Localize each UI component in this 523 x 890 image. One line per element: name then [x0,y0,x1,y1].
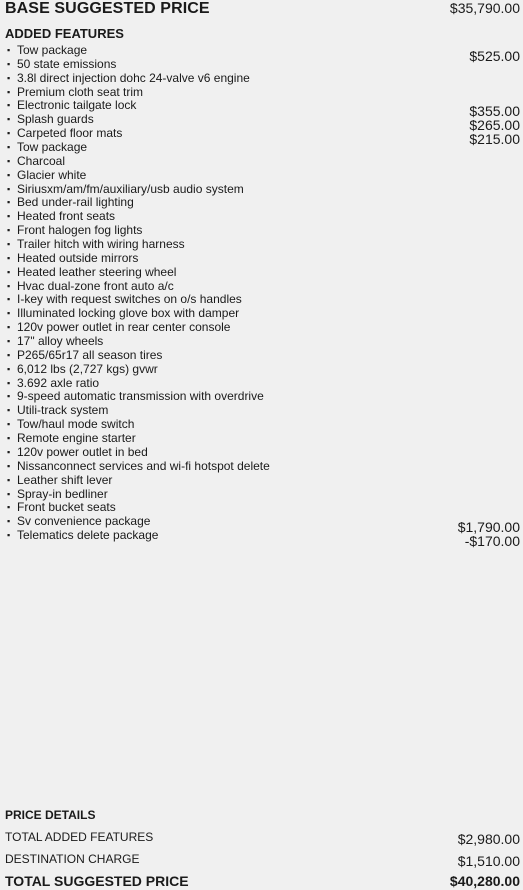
feature-label: 6,012 lbs (2,727 kgs) gvwr [17,361,158,376]
bullet-icon: ▪ [7,419,11,430]
list-item [7,266,520,280]
list-item [7,390,520,404]
feature-label: Front halogen fog lights [17,223,143,238]
feature-label: Illuminated locking glove box with damper [17,306,240,321]
list-item [7,210,520,224]
list-item [7,418,520,432]
bullet-icon: ▪ [7,446,11,457]
feature-price: $1,790.00 [457,519,520,536]
price-details-title: PRICE DETAILS [5,808,96,822]
feature-label: I-key with request switches on o/s handles [17,292,242,307]
feature-label: 3.8l direct injection dohc 24-valve v6 engine [17,70,250,85]
list-item [7,169,520,183]
bullet-icon: ▪ [7,58,11,69]
feature-label: Nissanconnect services and wi-fi hotspot delete [17,458,270,473]
bullet-icon: ▪ [7,72,11,83]
list-item [7,58,520,72]
bullet-icon: ▪ [7,280,11,291]
list-item [7,196,520,210]
list-item [7,155,520,169]
bullet-icon: ▪ [7,100,11,111]
list-item [7,141,520,155]
feature-label: 17" alloy wheels [17,334,104,349]
base-price-row [5,0,520,18]
feature-label: Hvac dual-zone front auto a/c [17,278,174,293]
bullet-icon: ▪ [7,155,11,166]
list-item [7,252,520,266]
list-item [7,501,520,515]
bullet-icon: ▪ [7,86,11,97]
feature-label: 9-speed automatic transmission with overdrive [17,389,264,404]
feature-label: 120v power outlet in bed [17,444,148,459]
bullet-icon: ▪ [7,128,11,139]
total-added-features-value: $2,980.00 [457,831,520,847]
list-item [7,307,520,321]
base-price-label: BASE SUGGESTED PRICE [5,0,210,17]
list-item [7,446,520,460]
bullet-icon: ▪ [7,197,11,208]
feature-label: 3.692 axle ratio [17,375,100,390]
bullet-icon: ▪ [7,308,11,319]
feature-price: $215.00 [469,131,520,148]
bullet-icon: ▪ [7,433,11,444]
bullet-icon: ▪ [7,114,11,125]
total-suggested-price-value: $40,280.00 [449,873,520,889]
feature-label: Glacier white [17,167,87,182]
bullet-icon: ▪ [7,460,11,471]
feature-label: Telematics delete package [17,528,159,543]
feature-label: Premium cloth seat trim [17,84,144,99]
list-item [7,321,520,335]
destination-charge-label: DESTINATION CHARGE [5,852,140,866]
feature-label: Heated front seats [17,209,116,224]
total-added-features-row [5,828,520,847]
list-item [7,335,520,349]
bullet-icon: ▪ [7,349,11,360]
feature-label: 120v power outlet in rear center console [17,320,231,335]
destination-charge-value: $1,510.00 [457,853,520,869]
bullet-icon: ▪ [7,391,11,402]
feature-label: Remote engine starter [17,431,136,446]
base-price-value: $35,790.00 [449,0,520,16]
feature-label: Heated leather steering wheel [17,264,177,279]
bullet-icon: ▪ [7,488,11,499]
bullet-icon: ▪ [7,183,11,194]
feature-label: Bed under-rail lighting [17,195,134,210]
feature-label: 50 state emissions [17,56,117,71]
bullet-icon: ▪ [7,294,11,305]
list-item [7,488,520,502]
bullet-icon: ▪ [7,530,11,541]
feature-label: Heated outside mirrors [17,250,139,265]
bullet-icon: ▪ [7,252,11,263]
feature-price: -$170.00 [464,533,520,550]
feature-label: Trailer hitch with wiring harness [17,237,185,252]
list-item [7,377,520,391]
feature-label: Sv convenience package [17,514,151,529]
bullet-icon: ▪ [7,502,11,513]
bullet-icon: ▪ [7,169,11,180]
list-item [7,238,520,252]
feature-label: Carpeted floor mats [17,126,123,141]
feature-label: Spray-in bedliner [17,486,108,501]
list-item [7,460,520,474]
total-suggested-price-row [5,873,520,889]
added-features-title: ADDED FEATURES [5,26,124,41]
list-item [7,404,520,418]
feature-label: P265/65r17 all season tires [17,347,163,362]
list-item [7,432,520,446]
list-item [7,293,520,307]
list-item [7,86,520,100]
bullet-icon: ▪ [7,363,11,374]
list-item [7,72,520,86]
bullet-icon: ▪ [7,377,11,388]
list-item [7,363,520,377]
feature-label: Tow package [17,43,88,57]
bullet-icon: ▪ [7,239,11,250]
feature-label: Splash guards [17,112,94,127]
bullet-icon: ▪ [7,211,11,222]
added-features-list [7,43,520,550]
feature-label: Tow package [17,140,88,155]
feature-price: $525.00 [469,48,520,64]
total-suggested-price-label: TOTAL SUGGESTED PRICE [5,873,189,889]
feature-label: Electronic tailgate lock [17,98,137,113]
bullet-icon: ▪ [7,322,11,333]
bullet-icon: ▪ [7,336,11,347]
feature-label: Siriusxm/am/fm/auxiliary/usb audio system [17,181,244,196]
list-item [7,474,520,488]
list-item [7,183,520,197]
bullet-icon: ▪ [7,516,11,527]
feature-label: Leather shift lever [17,472,113,487]
feature-price: $355.00 [469,103,520,120]
feature-label: Charcoal [17,153,66,168]
bullet-icon: ▪ [7,474,11,485]
list-item [7,224,520,238]
bullet-icon: ▪ [7,405,11,416]
destination-charge-row [5,850,520,869]
bullet-icon: ▪ [7,225,11,236]
list-item [7,349,520,363]
feature-price: $265.00 [469,117,520,134]
feature-label: Tow/haul mode switch [17,417,135,432]
total-added-features-label: TOTAL ADDED FEATURES [5,830,154,844]
feature-label: Utili-track system [17,403,109,418]
list-item [7,280,520,294]
bullet-icon: ▪ [7,266,11,277]
bullet-icon: ▪ [7,142,11,153]
bullet-icon: ▪ [7,45,11,55]
list-item [7,528,520,550]
feature-label: Front bucket seats [17,500,116,515]
